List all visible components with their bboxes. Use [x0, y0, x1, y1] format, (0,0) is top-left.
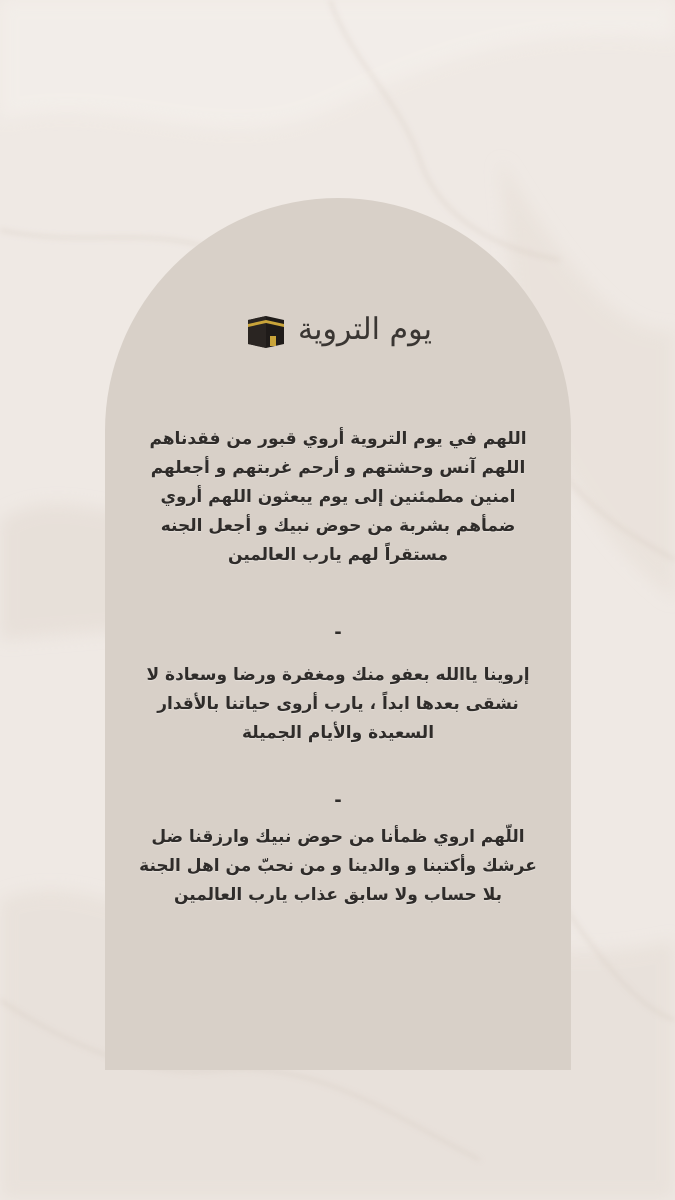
separator-2: -: [334, 790, 342, 811]
dua-paragraph-1: اللهم في يوم التروية أروي قبور من فقدناهم اللهم آنس وحشتهم و أرحم غربتهم و أجعلهم امنين مطمئنين إلى يوم يبعثون اللهم أروي ضمأهم بشربة من حوض نبيك و أجعل الجنه مستقراً لهم يارب العالمين: [149, 429, 527, 565]
dua-paragraph-3: اللّهم اروي ظمأنا من حوض نبيك وارزقنا ضل عرشك وأكتبنا و والدينا و من نحبّ من اهل الجنة بلا حساب ولا سابق عذاب يارب العالمين: [139, 827, 537, 905]
page-title: يوم التروية: [298, 312, 432, 347]
title-row: [105, 300, 571, 360]
dua-paragraph-2: إروينا ياالله بعفو منك ومغفرة ورضا وسعادة لا نشقى بعدها ابداً ، يارب أروى حياتنا بالأقدار السعيدة والأيام الجميلة: [146, 665, 530, 743]
kaaba-icon: [244, 310, 288, 350]
separator-1: -: [334, 622, 342, 643]
